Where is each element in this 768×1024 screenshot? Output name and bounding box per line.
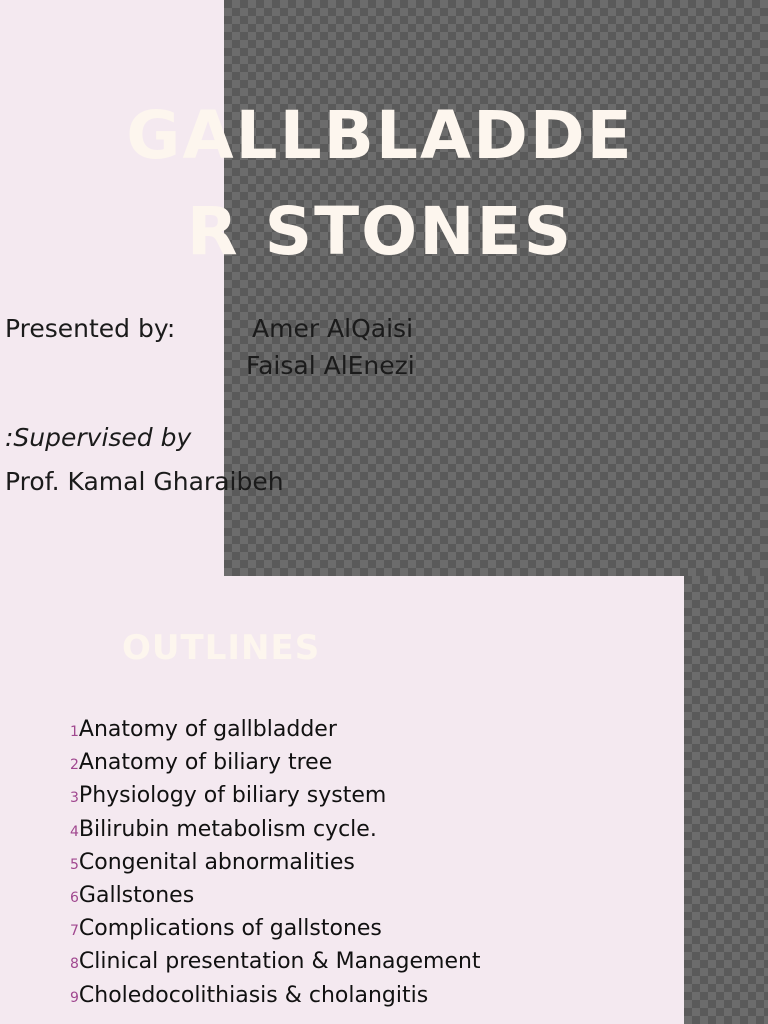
- list-number: 2: [70, 757, 79, 774]
- list-item: [70, 949, 481, 982]
- list-item: [70, 817, 481, 850]
- supervised-by-label: :Supervised by: [5, 423, 192, 452]
- list-number: 9: [70, 989, 79, 1006]
- list-item: [70, 916, 481, 949]
- list-number: 3: [70, 790, 79, 807]
- list-number: 6: [70, 889, 79, 906]
- list-item: [70, 983, 481, 1016]
- outlines-title: OUTLINES: [122, 628, 321, 668]
- list-number: 4: [70, 823, 79, 840]
- list-text: Physiology of biliary system: [78, 783, 387, 809]
- slide-title-line1: GALLBLADDE: [126, 97, 634, 174]
- list-text: Complications of gallstones: [78, 916, 382, 942]
- list-number: 8: [70, 956, 79, 973]
- slide-title-line2: R STONES: [186, 193, 574, 270]
- slide1-pattern-panel: [224, 0, 768, 576]
- slide-title: [60, 88, 700, 280]
- list-text: Anatomy of gallbladder: [78, 717, 337, 742]
- list-text: Congenital abnormalities: [78, 849, 355, 875]
- list-text: Anatomy of biliary tree: [78, 750, 333, 776]
- list-item: [70, 850, 481, 883]
- outline-list: [70, 717, 481, 1016]
- presenter-name: Amer AlQaisi: [252, 314, 414, 343]
- presenter-name: Faisal AlEnezi: [246, 351, 415, 380]
- list-item: [70, 783, 481, 816]
- slide2-pattern-panel: [684, 576, 768, 1024]
- list-text: Bilirubin metabolism cycle.: [78, 816, 377, 842]
- list-number: 5: [70, 856, 79, 873]
- list-number: 7: [70, 923, 79, 940]
- list-item: [70, 750, 481, 783]
- presented-by-label: Presented by:: [5, 314, 176, 343]
- list-item: [70, 717, 481, 750]
- supervisor-name: Prof. Kamal Gharaibeh: [5, 467, 284, 496]
- list-item: [70, 883, 481, 916]
- list-text: Choledocolithiasis & cholangitis: [78, 982, 429, 1008]
- list-number: 1: [70, 724, 79, 740]
- list-text: Clinical presentation & Management: [78, 949, 481, 975]
- list-text: Gallstones: [78, 882, 195, 908]
